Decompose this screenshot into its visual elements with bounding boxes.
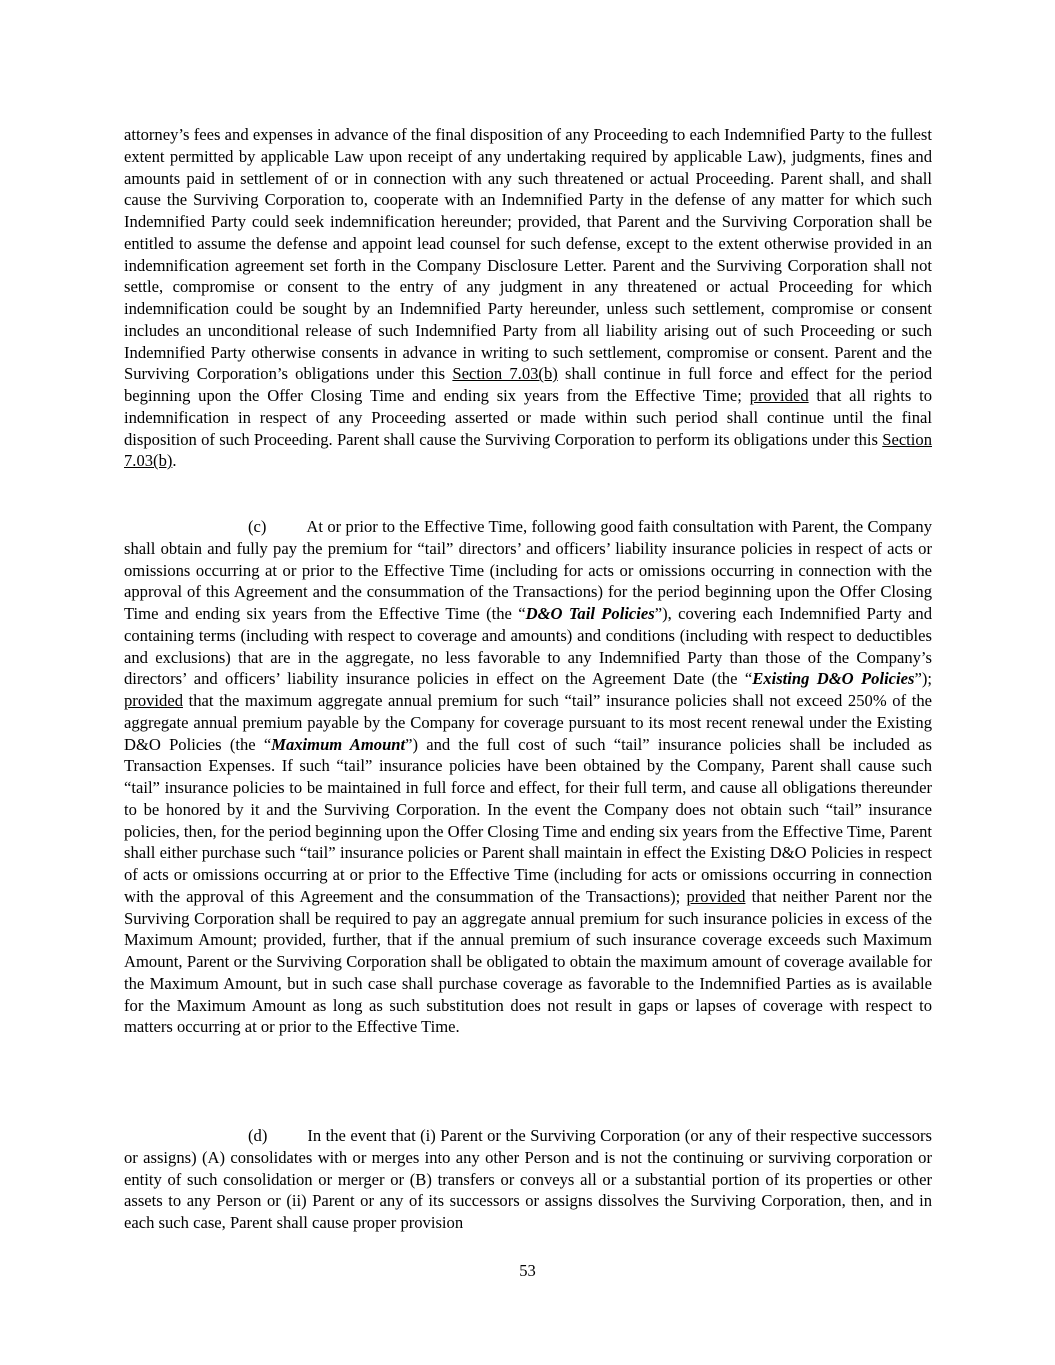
section-reference: Section 7.03(b) — [124, 429, 932, 471]
defined-term-do-tail-policies: D&O Tail Policies — [525, 604, 655, 623]
paragraph-text: that all rights to indemnification in respect of any Proceeding asserted or made within such period shall continue until the final disposition of such Proceeding. Parent shall cause the Surviving Corporation to perform its obligations under this — [124, 386, 932, 449]
section-reference: Section 7.03(b) — [452, 364, 558, 384]
paragraph-text: ”); — [914, 669, 932, 689]
paragraph-text: At or prior to the Effective Time, following good faith consultation with Parent, the Company shall obtain and fully pay the premium for “tail” directors’ and officers’ liability insurance policies in respect of acts or omissions occurring at or prior to the Effective Time (including for acts or omissions occurring in connection with the approval of this Agreement and the consummation of the Transactions) for the period beginning upon the Offer Closing Time and ending six years from the Effective Time (the “ — [124, 517, 932, 623]
paragraph-text: shall continue in full force and effect for the period beginning upon the Offer Closing Time and ending six years from the Effective Time; — [124, 364, 932, 405]
paragraph-7-03-d — [124, 1125, 932, 1234]
paragraph-text: . — [172, 451, 177, 471]
paragraph-text: that the maximum aggregate annual premium for such “tail” insurance policies shall not exceed 250% of the aggregate annual premium payable by the Company for coverage pursuant to its most recent renewal under the Existing D&O Policies (the “ — [124, 691, 932, 754]
provided-term: provided — [124, 691, 183, 710]
paragraph-text: ”) and the full cost of such “tail” insurance policies shall be included as Transaction Expenses. If such “tail” insurance policies have been obtained by the Company, Parent shall cause such “tail” insurance policies to be maintained in full force and effect, for their full term, and cause all obligations thereunder to be honored by it and the Surviving Corporation. In the event the Company does not obtain such “tail” insurance policies, then, for the period beginning upon the Offer Closing Time and ending six years from the Effective Time, Parent shall either purchase such “tail” insurance policies or Parent shall maintain in effect the Existing D&O Policies in respect of acts or omissions occurring at or prior to the Effective Time (including for acts or omissions occurring in connection with the approval of this Agreement and the consummation of the Transactions); — [124, 734, 933, 906]
paragraph-text: attorney’s fees and expenses in advance of the final disposition of any Proceeding to each Indemnified Party to the fullest extent permitted by applicable Law upon receipt of any undertaking required by applicable Law), judgments, fines and amounts paid in settlement of or in connection with any such threatened or actual Proceeding. Parent shall, and shall cause the Surviving Corporation to, cooperate with an Indemnified Party in the defense of any matter for which such Indemnified Party could seek indemnification hereunder; provided, that Parent and the Surviving Corporation shall be entitled to assume the defense and appoint lead counsel for such defense, except to the extent otherwise provided in an indemnification agreement set forth in the Company Disclosure Letter. Parent and the Surviving Corporation shall not settle, compromise or consent to the entry of any judgment in any threatened or actual Proceeding for which indemnification could be sought by an Indemnified Party hereunder, unless such settlement, compromise or consent includes an unconditional release of such Indemnified Party from all liability arising out of such Proceeding or such Indemnified Party otherwise consents in advance in writing to such settlement, compromise or consent. Parent and the Surviving Corporation’s obligations under this — [124, 125, 932, 384]
provided-term: provided — [749, 386, 809, 405]
paragraph-text: that neither Parent nor the Surviving Corporation shall be required to pay an aggregate annual premium for such insurance policies in excess of the Maximum Amount; provided, further, that if the annual premium of such insurance coverage exceeds such Maximum Amount, Parent or the Surviving Corporation shall be obligated to obtain the maximum amount of coverage available for the Maximum Amount, but in such case shall purchase coverage as favorable to the Indemnified Parties as is available for the Maximum Amount as long as such substitution does not result in gaps or lapses of coverage with respect to matters occurring at or prior to the Effective Time. — [124, 886, 933, 1037]
paragraph-label: (c) — [248, 517, 267, 536]
paragraph-label: (d) — [248, 1126, 268, 1145]
paragraph-text: ”), covering each Indemnified Party and containing terms (including with respect to coverage and amounts) and conditions (including with respect to deductibles and exclusions) that are in the aggregate, no less favorable to any Indemnified Party than those of the Company’s directors’ and officers’ liability insurance policies in effect on the Agreement Date (the “ — [124, 604, 932, 689]
defined-term-existing-do-policies: Existing D&O Policies — [752, 669, 915, 689]
paragraph-7-03-c — [124, 516, 932, 1038]
provided-term: provided — [686, 886, 746, 906]
defined-term-maximum-amount: Maximum Amount — [271, 734, 406, 754]
page-number: 53 — [519, 1261, 536, 1280]
paragraph-7-03-b-continued — [124, 124, 932, 472]
paragraph-text: In the event that (i) Parent or the Surviving Corporation (or any of their respective successors or assigns) (A) consolidates with or merges into any other Person and is not the continuing or surviving corporation or entity of such consolidation or merger or (B) transfers or conveys all or a substantial portion of its properties or other assets to any Person or (ii) Parent or any of its successors or assigns dissolves the Surviving Corporation, then, and in each such case, Parent shall cause proper provision — [124, 1126, 932, 1232]
